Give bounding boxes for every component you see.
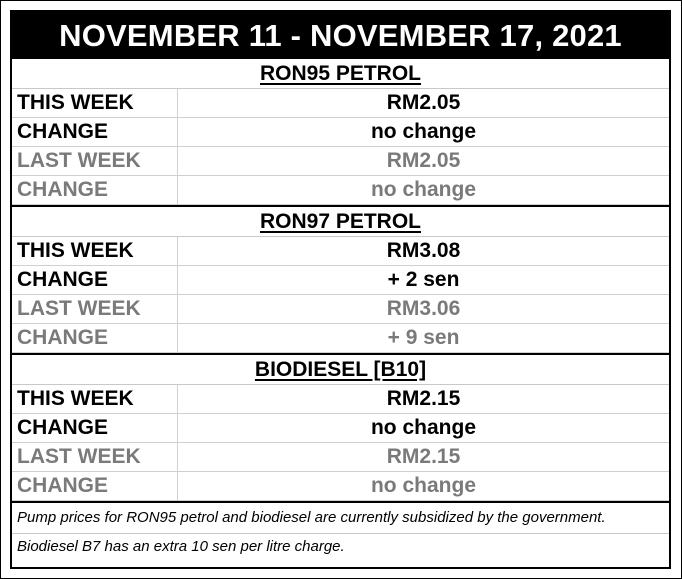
price-table bbox=[10, 10, 671, 569]
row-value: RM2.05 bbox=[386, 149, 461, 172]
row-value: RM3.06 bbox=[386, 297, 461, 320]
row-value: no change bbox=[370, 120, 476, 143]
section-heading-text: RON97 PETROL bbox=[259, 210, 422, 233]
row-label: CHANGE bbox=[12, 414, 178, 442]
row-label: THIS WEEK bbox=[12, 89, 178, 117]
section-heading-text: BIODIESEL [B10] bbox=[254, 358, 427, 381]
table-row bbox=[12, 295, 669, 324]
table-row bbox=[12, 147, 669, 176]
table-row bbox=[12, 89, 669, 118]
row-label: CHANGE bbox=[12, 472, 178, 500]
page-title: NOVEMBER 11 - NOVEMBER 17, 2021 bbox=[12, 12, 669, 59]
table-row bbox=[12, 472, 669, 501]
row-value: no change bbox=[370, 178, 476, 201]
section-heading-text: RON95 PETROL bbox=[259, 62, 422, 85]
row-value: RM2.05 bbox=[386, 91, 461, 114]
table-row bbox=[12, 385, 669, 414]
table-row bbox=[12, 324, 669, 353]
b7-note: Biodiesel B7 has an extra 10 sen per litre charge. bbox=[12, 533, 669, 560]
table-row bbox=[12, 414, 669, 443]
section-biodiesel bbox=[12, 353, 669, 501]
row-label: CHANGE bbox=[12, 266, 178, 294]
section-heading bbox=[12, 355, 669, 385]
row-label: CHANGE bbox=[12, 176, 178, 204]
row-value: RM2.15 bbox=[386, 445, 461, 468]
table-row bbox=[12, 118, 669, 147]
row-label: LAST WEEK bbox=[12, 443, 178, 471]
table-row bbox=[12, 176, 669, 205]
row-value: RM3.08 bbox=[386, 239, 461, 262]
section-heading bbox=[12, 59, 669, 89]
section-ron95 bbox=[12, 59, 669, 205]
table-row bbox=[12, 266, 669, 295]
row-value: RM2.15 bbox=[386, 387, 461, 410]
row-label: THIS WEEK bbox=[12, 385, 178, 413]
row-value: no change bbox=[370, 474, 476, 497]
row-label: CHANGE bbox=[12, 118, 178, 146]
table-row bbox=[12, 443, 669, 472]
row-label: CHANGE bbox=[12, 324, 178, 352]
row-value: + 9 sen bbox=[387, 326, 460, 349]
row-value: no change bbox=[370, 416, 476, 439]
row-label: LAST WEEK bbox=[12, 295, 178, 323]
section-heading bbox=[12, 207, 669, 237]
row-label: THIS WEEK bbox=[12, 237, 178, 265]
table-row bbox=[12, 237, 669, 266]
row-label: LAST WEEK bbox=[12, 147, 178, 175]
subsidy-note: Pump prices for RON95 petrol and biodiesel are currently subsidized by the government. bbox=[12, 501, 669, 533]
row-value: + 2 sen bbox=[387, 268, 460, 291]
section-ron97 bbox=[12, 205, 669, 353]
